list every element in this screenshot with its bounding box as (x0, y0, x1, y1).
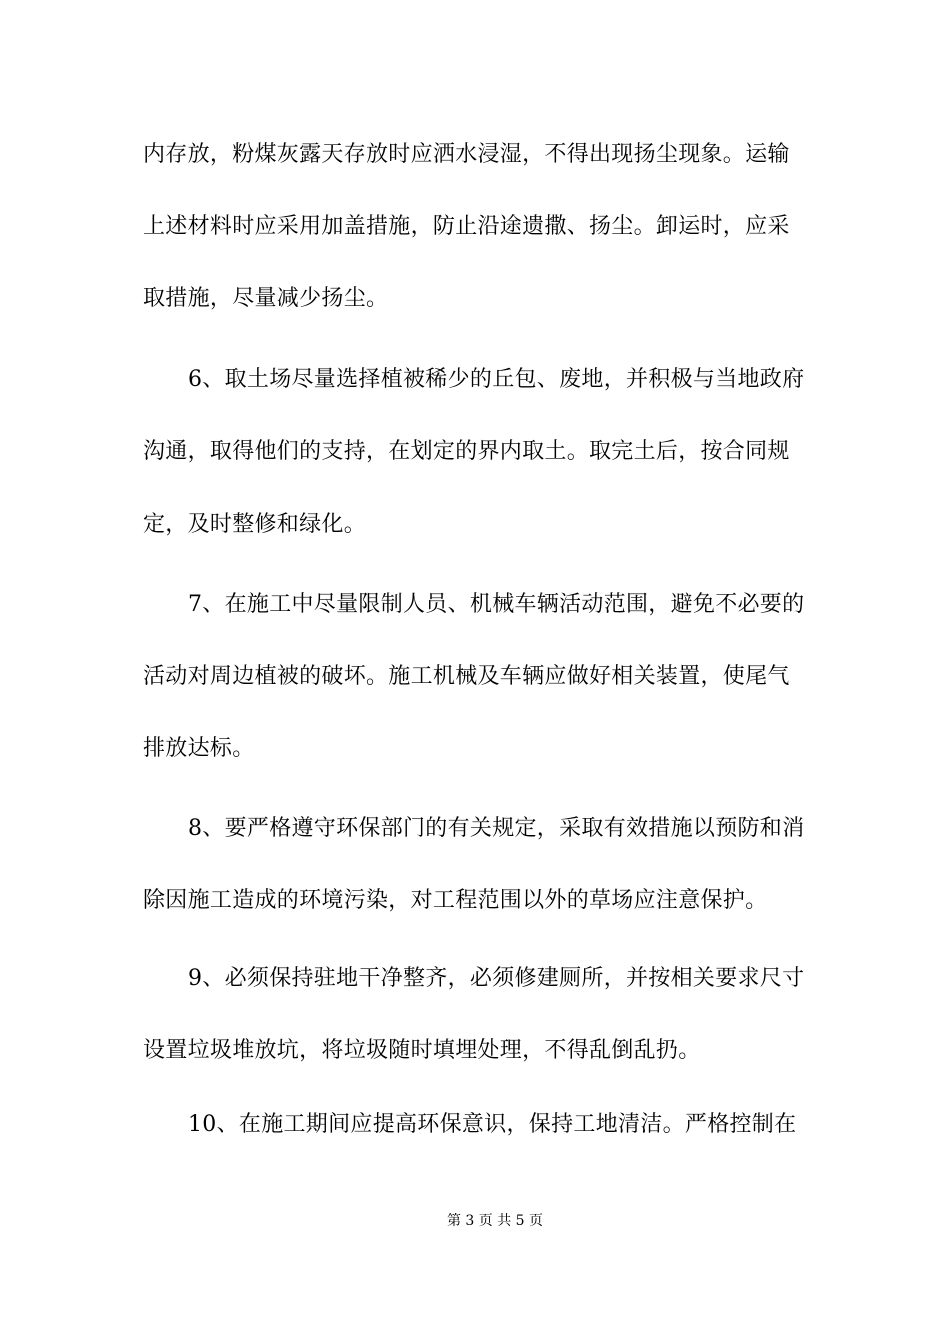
text-line: 活动对周边植被的破坏。施工机械及车辆应做好相关装置，使尾气 (143, 664, 790, 689)
paragraph-9-first-line: 9、必须保持驻地干净整齐，必须修建厕所，并按相关要求尺寸 (188, 966, 805, 991)
text-line: 排放达标。 (143, 736, 255, 761)
text-line: 设置垃圾堆放坑，将垃圾随时填埋处理，不得乱倒乱扔。 (143, 1038, 701, 1063)
text-line: 沟通，取得他们的支持，在划定的界内取土。取完土后，按合同规 (143, 439, 790, 464)
paragraph-8-first-line: 8、要严格遵守环保部门的有关规定，采取有效措施以预防和消 (188, 816, 805, 841)
paragraph-10-first-line: 10、在施工期间应提高环保意识，保持工地清洁。严格控制在 (188, 1112, 797, 1137)
text-line: 除因施工造成的环境污染，对工程范围以外的草场应注意保护。 (143, 888, 768, 913)
text-line: 取措施，尽量减少扬尘。 (143, 286, 389, 311)
paragraph-7-first-line: 7、在施工中尽量限制人员、机械车辆活动范围，避免不必要的 (188, 592, 805, 617)
text-line: 定，及时整修和绿化。 (143, 512, 367, 537)
text-line: 上述材料时应采用加盖措施，防止沿途遗撒、扬尘。卸运时，应采 (143, 214, 790, 239)
paragraph-6-first-line: 6、取土场尽量选择植被稀少的丘包、废地，并积极与当地政府 (188, 367, 805, 392)
text-line: 内存放，粉煤灰露天存放时应洒水浸湿，不得出现扬尘现象。运输 (143, 142, 790, 167)
page-number-footer: 第 3 页 共 5 页 (446, 1213, 544, 1229)
